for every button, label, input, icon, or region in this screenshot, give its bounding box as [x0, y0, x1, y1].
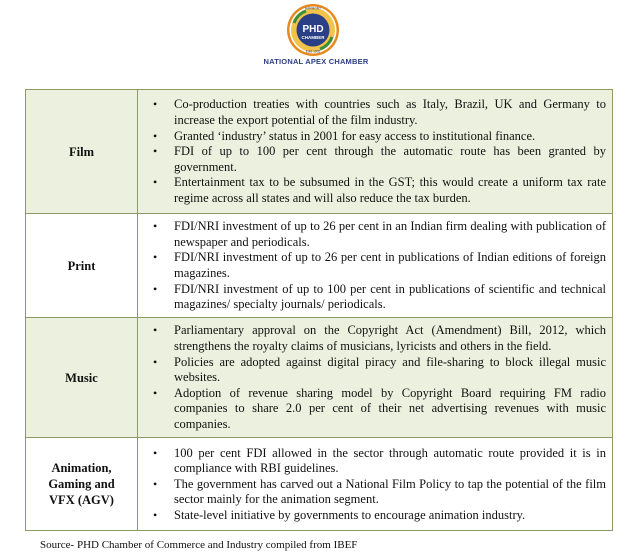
policy-table	[25, 89, 613, 531]
logo-name: PHD	[302, 24, 324, 35]
row-description	[138, 90, 613, 214]
list-item: • FDI of up to 100 per cent through the automatic route has been granted by government.	[138, 144, 606, 175]
phd-chamber-logo	[286, 3, 340, 57]
list-item: • State-level initiative by governments to encourage animation industry.	[138, 508, 606, 524]
list-item: • FDI/NRI investment of up to 100 per cent in publications of scientific and technical magazines/ specialty journals/ periodicals.	[138, 282, 606, 313]
category-line: VFX (AGV)	[49, 493, 114, 507]
list-item: • Entertainment tax to be subsumed in the GST; this would create a uniform tax rate regime across all states and will also reduce the tax burden.	[138, 175, 606, 206]
list-item: • Co-production treaties with countries such as Italy, Brazil, UK and Germany to increase the export potential of the film industry.	[138, 97, 606, 128]
bullet-list	[138, 446, 606, 524]
table-row	[26, 90, 613, 214]
list-item: • 100 per cent FDI allowed in the sector through automatic route provided it is in compliance with RBI guidelines.	[138, 446, 606, 477]
bullet-list	[138, 219, 606, 313]
list-item: • Adoption of revenue sharing model by Copyright Board requiring FM radio companies to share 2.0 per cent of their net advertising revenues with music companies.	[138, 386, 606, 433]
category-film: Film	[26, 90, 138, 214]
list-item: • Granted ‘industry’ status in 2001 for easy access to institutional finance.	[138, 129, 606, 145]
table-row	[26, 438, 613, 531]
list-item: • Parliamentary approval on the Copyright Act (Amendment) Bill, 2012, which strengthens the royalty claims of musicians, lyricists and others in the field.	[138, 323, 606, 354]
table-row	[26, 318, 613, 438]
logo-tagline: NATIONAL APEX CHAMBER	[263, 57, 369, 66]
list-item: • FDI/NRI investment of up to 26 per cent in publications of Indian editions of foreign magazines.	[138, 250, 606, 281]
header-logo-area	[0, 0, 632, 70]
row-description	[138, 438, 613, 531]
bullet-list	[138, 323, 606, 432]
source-note: Source- PHD Chamber of Commerce and Industry compiled from IBEF	[40, 539, 358, 551]
row-description	[138, 318, 613, 438]
category-music: Music	[26, 318, 138, 438]
bullet-list	[138, 97, 606, 206]
logo-ring-bottom: Estd 1905	[305, 49, 321, 54]
list-item: • The government has carved out a National Film Policy to tap the potential of the film sector mainly for the animation segment.	[138, 477, 606, 508]
logo-sub: CHAMBER	[301, 35, 325, 40]
category-print: Print	[26, 214, 138, 318]
category-line: Gaming and	[48, 477, 115, 491]
logo-ring-top: HARMONY	[304, 6, 322, 11]
category-animation	[26, 438, 138, 531]
table-row	[26, 214, 613, 318]
list-item: • FDI/NRI investment of up to 26 per cent in an Indian firm dealing with publication of newspaper and periodicals.	[138, 219, 606, 250]
list-item: • Policies are adopted against digital piracy and file-sharing to block illegal music websites.	[138, 355, 606, 386]
category-line: Animation,	[51, 461, 112, 475]
row-description	[138, 214, 613, 318]
